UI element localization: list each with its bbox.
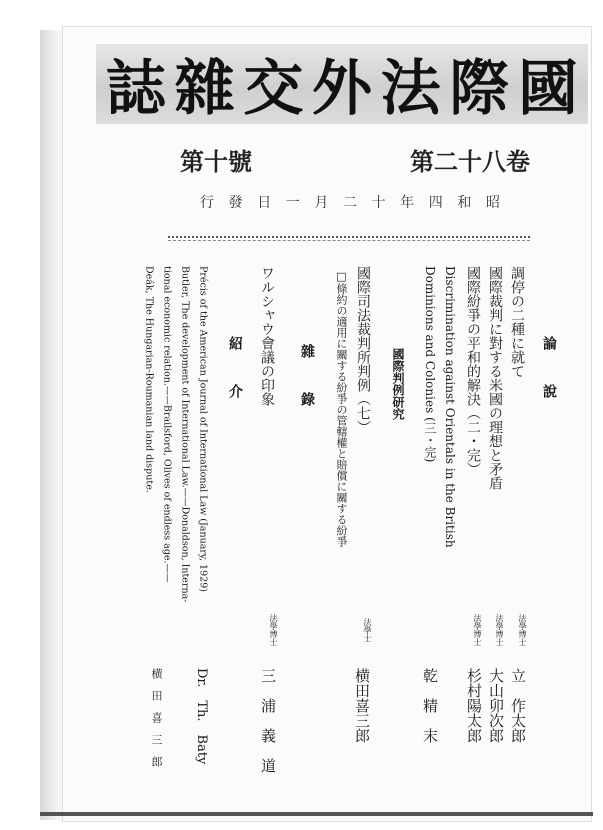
author-degree: 法學博士 xyxy=(518,614,527,646)
title-char: 交 xyxy=(243,54,304,124)
bottom-edge-line xyxy=(40,812,593,816)
toc-item: Précis of the American Journal of International Law (January, 1929) xyxy=(197,266,209,592)
author-name: 乾 精 末 xyxy=(421,668,439,743)
toc-item: Dominions and Colonies (三・完) xyxy=(423,266,437,463)
author-name: 三 浦 義 道 xyxy=(259,668,277,773)
toc-item: Deák, The Hungarian-Roumanian land dispute. xyxy=(143,266,155,493)
date-char: 四 xyxy=(428,195,443,211)
title-char: 法 xyxy=(380,54,441,124)
author-name: 立 作太郎 xyxy=(509,668,527,743)
date-char: 十 xyxy=(371,195,386,211)
dashed-divider xyxy=(168,240,530,241)
title-char: 國 xyxy=(517,54,578,124)
dotted-divider xyxy=(168,236,530,238)
toc-item: 調停の二種に就て xyxy=(509,266,525,378)
toc-item: ワルシャウ會議の印象 xyxy=(259,266,275,406)
author-name: 横田喜三郎 xyxy=(353,668,371,743)
author-name: Dr. Th. Baty xyxy=(194,668,209,765)
number-label: 第十號 xyxy=(180,148,252,176)
section-heading-hanrei: 國際判例研究 xyxy=(391,348,405,420)
title-char: 誌 xyxy=(106,54,166,124)
date-char: 年 xyxy=(400,195,415,211)
date-char: 和 xyxy=(457,195,472,211)
date-char: 一 xyxy=(285,195,300,211)
section-heading-zatsuroku: 雜 錄 xyxy=(299,344,315,408)
journal-title xyxy=(96,44,588,124)
section-heading-ronsetsu: 論 說 xyxy=(541,336,557,400)
toc-item: □條約の適用に關する紛爭の管轄權と賠償に關する紛爭 xyxy=(335,270,348,547)
date-char: 發 xyxy=(228,195,243,211)
author-name: 杉村陽太郎 xyxy=(465,668,483,743)
date-char: 二 xyxy=(342,195,357,211)
title-char: 外 xyxy=(311,54,372,124)
author-name: 大山卯次郎 xyxy=(487,668,505,743)
title-char: 際 xyxy=(449,54,510,124)
author-degree: 法學士 xyxy=(363,618,372,642)
author-degree: 法學博士 xyxy=(269,614,278,646)
author-degree: 法學博士 xyxy=(495,614,504,646)
date-char: 月 xyxy=(314,195,329,211)
date-char: 行 xyxy=(200,195,214,211)
issue-line xyxy=(180,142,530,177)
masthead-banner xyxy=(96,44,588,124)
section-heading-shokai: 紹 介 xyxy=(227,336,243,400)
date-char: 昭 xyxy=(485,195,500,211)
publication-date xyxy=(200,192,500,212)
toc-item: 國際紛爭の平和的解決（二・完） xyxy=(465,266,481,476)
toc-item: 國際司法裁判所判例（七） xyxy=(355,266,371,434)
volume-label: 第二十八卷 xyxy=(410,148,530,176)
toc-item: tional economic relation.——Brailsford, Olives of endless age.—— xyxy=(161,266,173,583)
author-name: 横 田 喜 三 郎 xyxy=(150,668,163,767)
date-char: 日 xyxy=(257,195,272,211)
toc-item: Discrimination against Orientals in the British xyxy=(443,266,457,548)
toc-item: 國際裁判に對する米國の理想と矛盾 xyxy=(487,266,503,490)
toc-item: Butler, The development of International Law.——Donaldson, Interna- xyxy=(179,266,191,603)
author-degree: 法學博士 xyxy=(473,614,482,646)
title-char: 雜 xyxy=(174,54,235,124)
